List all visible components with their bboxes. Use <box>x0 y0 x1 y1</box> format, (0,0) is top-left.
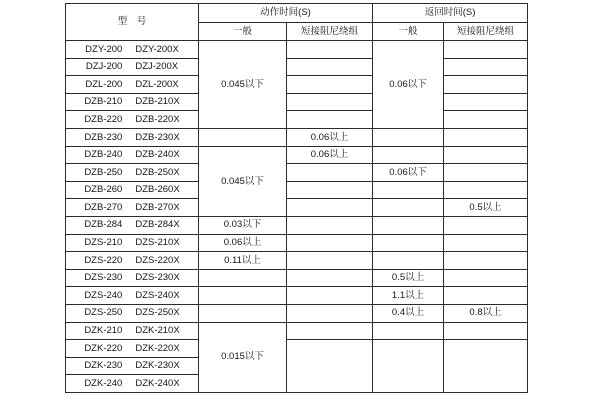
action-damping-cell: 0.06以上 <box>287 146 373 164</box>
model-name-pair <box>66 344 198 354</box>
model-cell <box>66 111 199 129</box>
model-name: DZY-200X <box>135 43 179 55</box>
model-name: DZK-240X <box>135 377 180 389</box>
model-cell <box>66 76 199 94</box>
model-cell <box>66 304 199 322</box>
model-cell <box>66 322 199 340</box>
model-name: DZJ-200X <box>135 61 179 73</box>
return-damping-cell <box>444 252 528 270</box>
model-cell <box>66 287 199 305</box>
header-return-damping: 短接阻尼绕组 <box>444 23 528 41</box>
model-name: DZS-230X <box>135 272 180 284</box>
return-damping-cell <box>444 287 528 305</box>
return-general-cell <box>373 252 444 270</box>
return-general-cell <box>373 340 444 393</box>
relay-spec-table <box>65 3 528 393</box>
return-damping-cell <box>444 234 528 252</box>
return-damping-cell <box>444 340 528 393</box>
table-row <box>66 93 528 111</box>
model-name: DZB-220 <box>84 113 123 125</box>
model-name-pair <box>66 308 198 318</box>
return-general-cell <box>373 181 444 199</box>
model-cell <box>66 234 199 252</box>
model-name: DZB-210 <box>84 96 123 108</box>
model-name: DZJ-200 <box>85 61 123 73</box>
model-name: DZS-210 <box>84 237 123 249</box>
action-damping-cell <box>287 93 373 111</box>
model-name: DZB-270 <box>84 201 123 213</box>
return-general-cell: 1.1以上 <box>373 287 444 305</box>
model-name-pair <box>66 326 198 336</box>
return-damping-cell <box>444 111 528 129</box>
model-name-pair <box>66 150 198 160</box>
table-row <box>66 164 528 182</box>
model-name: DZB-260 <box>84 184 123 196</box>
table-row <box>66 181 528 199</box>
model-name: DZB-250 <box>84 166 123 178</box>
return-general-cell <box>373 216 444 234</box>
action-damping-cell <box>287 58 373 76</box>
model-cell <box>66 58 199 76</box>
table-body <box>66 41 528 393</box>
model-name: DZS-240X <box>135 289 180 301</box>
return-damping-cell: 0.5以上 <box>444 199 528 217</box>
return-damping-cell <box>444 322 528 340</box>
table-row <box>66 111 528 129</box>
action-damping-cell <box>287 41 373 59</box>
model-name: DZB-230 <box>84 131 123 143</box>
model-name-pair <box>66 45 198 55</box>
return-general-cell: 0.06以下 <box>373 164 444 182</box>
table-row <box>66 58 528 76</box>
model-name-pair <box>66 361 198 371</box>
model-cell <box>66 128 199 146</box>
model-name: DZK-240 <box>84 377 123 389</box>
model-name: DZS-230 <box>84 272 123 284</box>
model-name: DZY-200 <box>85 43 123 55</box>
model-name-pair <box>66 115 198 125</box>
header-action-time: 动作时间(S) <box>199 4 373 23</box>
model-name-pair <box>66 256 198 266</box>
table-row <box>66 41 528 59</box>
action-general-cell <box>199 128 287 146</box>
model-name-pair <box>66 168 198 178</box>
table-row <box>66 146 528 164</box>
return-general-cell: 0.06以下 <box>373 41 444 129</box>
model-name-pair <box>66 273 198 283</box>
return-general-cell <box>373 146 444 164</box>
model-name: DZK-220X <box>135 342 180 354</box>
table-row <box>66 234 528 252</box>
return-general-cell <box>373 128 444 146</box>
action-damping-cell <box>287 76 373 94</box>
model-cell <box>66 252 199 270</box>
action-general-cell <box>199 269 287 287</box>
header-action-damping: 短接阻尼绕组 <box>287 23 373 41</box>
action-damping-cell <box>287 252 373 270</box>
model-name-pair <box>66 203 198 213</box>
action-general-cell: 0.03以下 <box>199 216 287 234</box>
action-damping-cell <box>287 199 373 217</box>
model-name: DZB-230X <box>135 131 180 143</box>
action-damping-cell <box>287 269 373 287</box>
model-name: DZK-210X <box>135 325 180 337</box>
model-cell <box>66 269 199 287</box>
model-name: DZB-240 <box>84 149 123 161</box>
return-damping-cell <box>444 76 528 94</box>
model-name: DZK-210 <box>84 325 123 337</box>
model-cell <box>66 164 199 182</box>
model-name: DZS-210X <box>135 237 180 249</box>
model-cell <box>66 146 199 164</box>
model-cell <box>66 216 199 234</box>
action-general-cell: 0.11以上 <box>199 252 287 270</box>
return-general-cell <box>373 322 444 340</box>
model-name-pair <box>66 185 198 195</box>
model-name: DZB-260X <box>135 184 180 196</box>
model-name: DZK-220 <box>84 342 123 354</box>
action-damping-cell <box>287 234 373 252</box>
table-row <box>66 304 528 322</box>
model-cell <box>66 199 199 217</box>
action-damping-cell <box>287 340 373 393</box>
model-name: DZB-284 <box>84 219 123 231</box>
action-damping-cell: 0.06以上 <box>287 128 373 146</box>
model-name-pair <box>66 80 198 90</box>
model-name: DZL-200 <box>85 78 123 90</box>
model-cell <box>66 375 199 393</box>
return-general-cell <box>373 234 444 252</box>
action-damping-cell <box>287 181 373 199</box>
return-damping-cell <box>444 269 528 287</box>
model-name-pair <box>66 62 198 72</box>
model-name: DZB-240X <box>135 149 180 161</box>
model-name: DZB-250X <box>135 166 180 178</box>
model-cell <box>66 340 199 358</box>
table-row <box>66 269 528 287</box>
table-row <box>66 216 528 234</box>
model-name-pair <box>66 379 198 389</box>
table-row <box>66 340 528 358</box>
header-action-general: 一般 <box>199 23 287 41</box>
header-return-time: 返回时间(S) <box>373 4 528 23</box>
return-damping-cell <box>444 128 528 146</box>
header-model: 型 号 <box>66 4 199 41</box>
model-name-pair <box>66 291 198 301</box>
model-name: DZS-250 <box>84 307 123 319</box>
model-name: DZS-250X <box>135 307 180 319</box>
return-damping-cell <box>444 58 528 76</box>
model-name-pair <box>66 238 198 248</box>
action-damping-cell <box>287 111 373 129</box>
return-damping-cell <box>444 216 528 234</box>
model-name: DZL-200X <box>135 78 179 90</box>
model-name: DZB-220X <box>135 113 180 125</box>
model-name: DZB-270X <box>135 201 180 213</box>
return-damping-cell <box>444 93 528 111</box>
action-general-cell <box>199 287 287 305</box>
return-damping-cell <box>444 146 528 164</box>
action-damping-cell <box>287 322 373 340</box>
return-general-cell: 0.5以上 <box>373 269 444 287</box>
model-name: DZS-220X <box>135 254 180 266</box>
action-general-cell <box>199 304 287 322</box>
return-general-cell <box>373 199 444 217</box>
action-damping-cell <box>287 287 373 305</box>
table-row <box>66 128 528 146</box>
model-name: DZB-284X <box>135 219 180 231</box>
action-general-cell: 0.015以下 <box>199 322 287 392</box>
action-damping-cell <box>287 304 373 322</box>
header-return-general: 一般 <box>373 23 444 41</box>
table-row <box>66 199 528 217</box>
return-damping-cell <box>444 181 528 199</box>
model-name: DZK-230 <box>84 360 123 372</box>
return-damping-cell: 0.8以上 <box>444 304 528 322</box>
model-cell <box>66 357 199 375</box>
model-name: DZS-240 <box>84 289 123 301</box>
model-name-pair <box>66 133 198 143</box>
table-row <box>66 252 528 270</box>
return-damping-cell <box>444 41 528 59</box>
model-name: DZS-220 <box>84 254 123 266</box>
table-row <box>66 287 528 305</box>
action-damping-cell <box>287 216 373 234</box>
action-general-cell: 0.045以下 <box>199 41 287 129</box>
table-row <box>66 76 528 94</box>
model-name: DZK-230X <box>135 360 180 372</box>
header-row-groups <box>66 4 528 23</box>
model-cell <box>66 41 199 59</box>
table-row <box>66 322 528 340</box>
model-cell <box>66 181 199 199</box>
return-damping-cell <box>444 164 528 182</box>
model-name-pair <box>66 220 198 230</box>
model-cell <box>66 93 199 111</box>
action-damping-cell <box>287 164 373 182</box>
model-name-pair <box>66 97 198 107</box>
return-general-cell: 0.4以上 <box>373 304 444 322</box>
action-general-cell: 0.06以上 <box>199 234 287 252</box>
model-name: DZB-210X <box>135 96 180 108</box>
action-general-cell: 0.045以下 <box>199 146 287 216</box>
